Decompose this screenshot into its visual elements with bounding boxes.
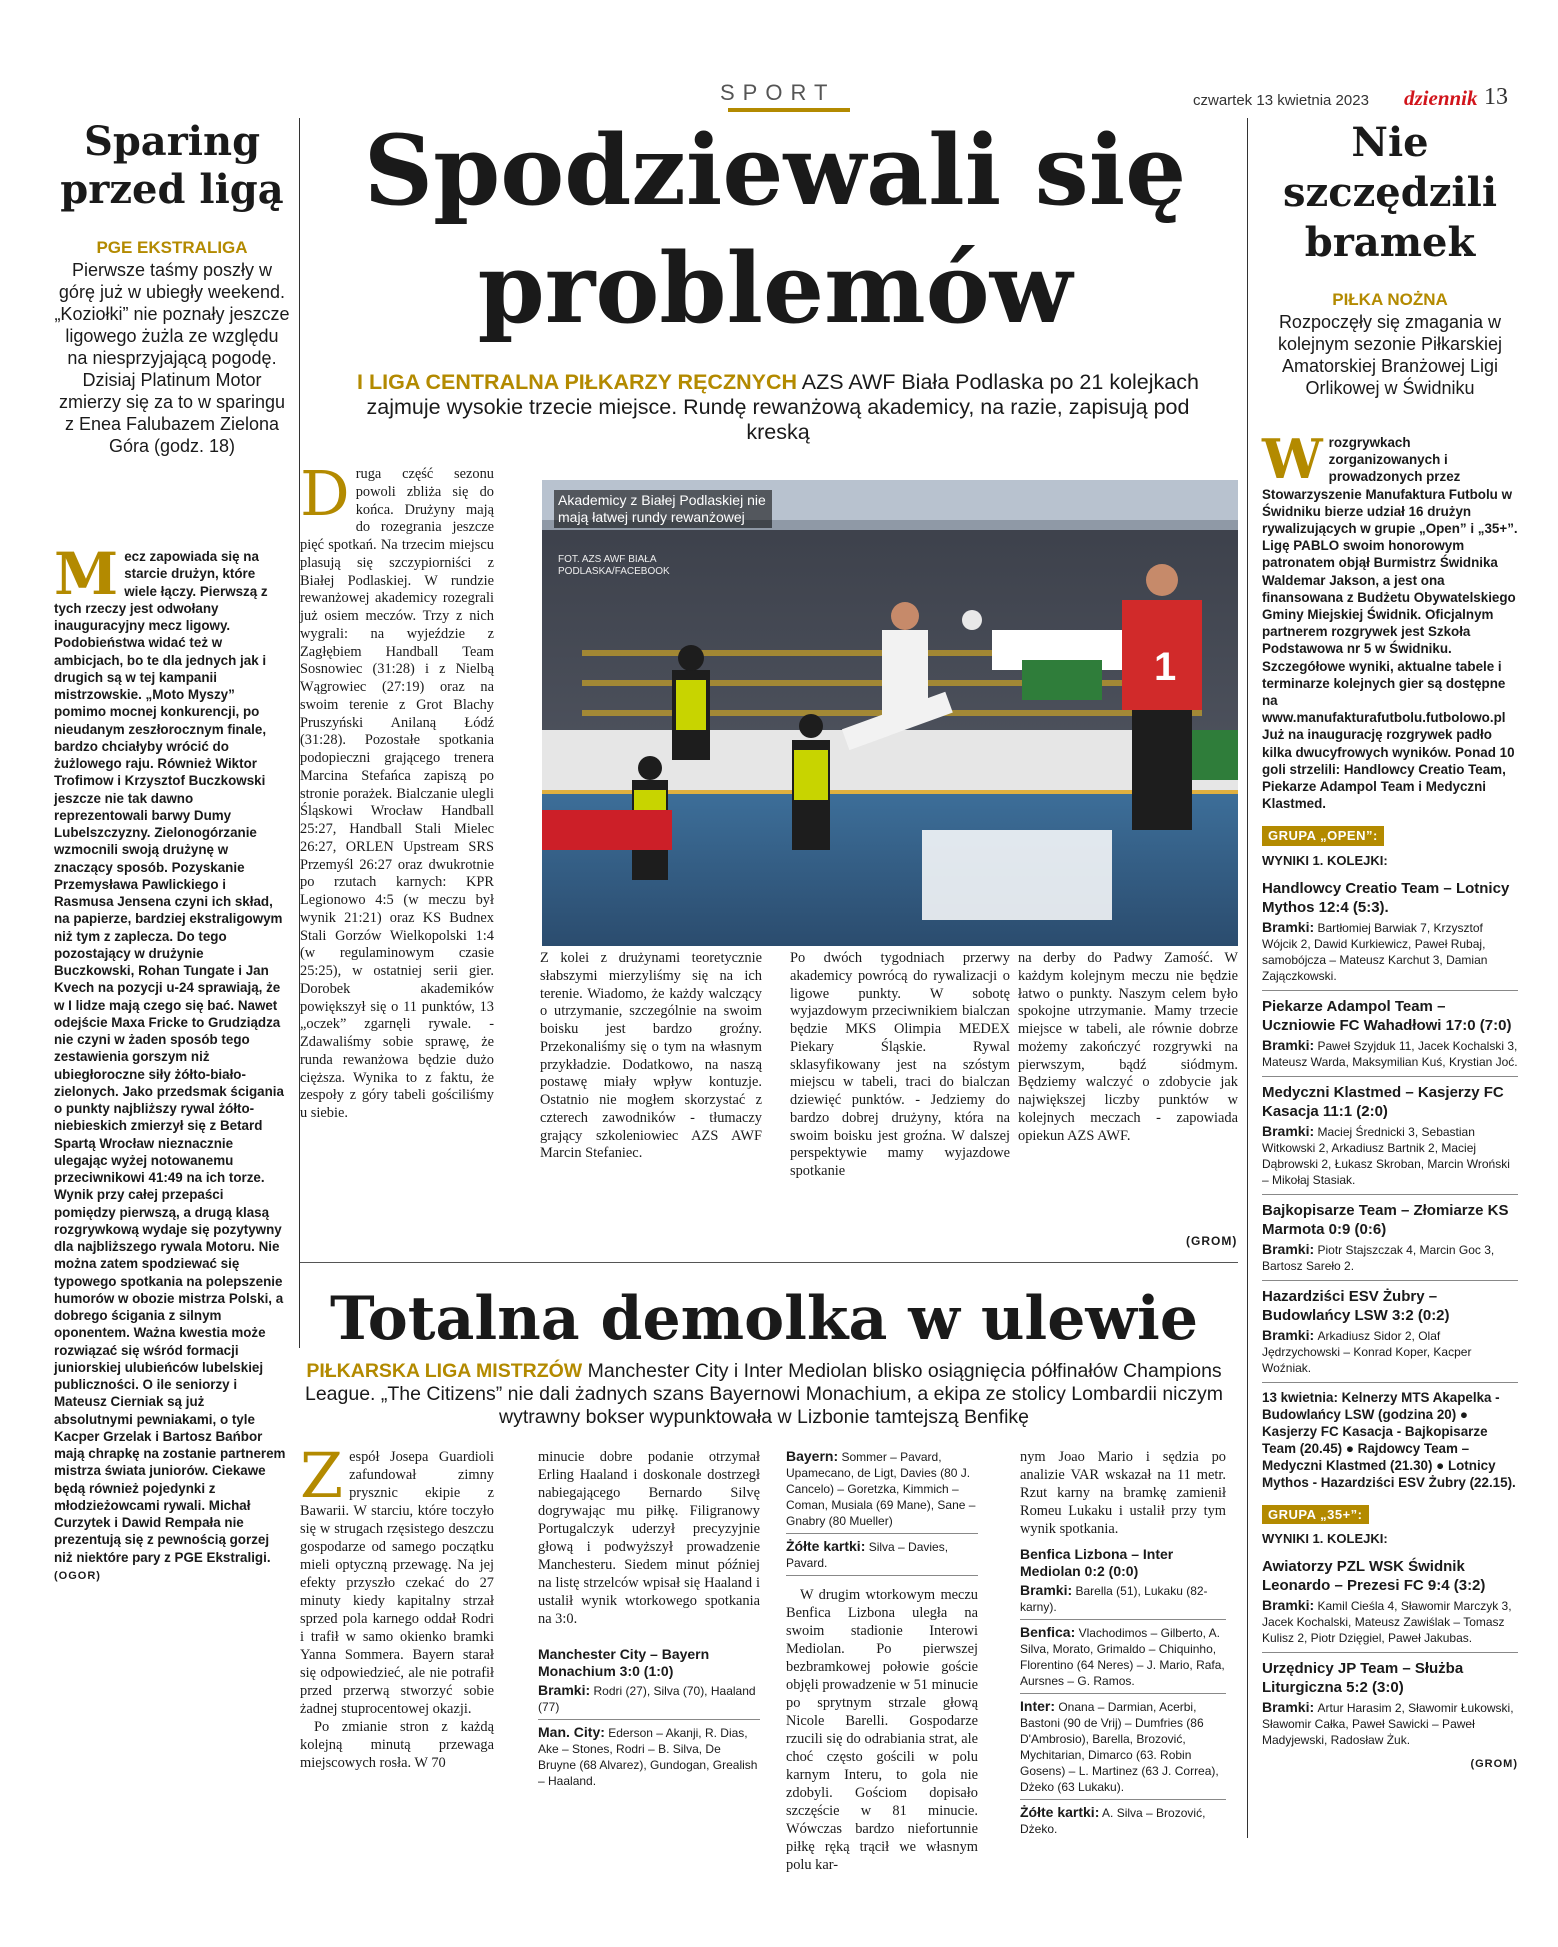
left-article-signature: (OGOR) xyxy=(54,1569,101,1582)
match-title: Awiatorzy PZL WSK Świdnik Leonardo – Prezesi FC 9:4 (3:2) xyxy=(1262,1558,1486,1595)
match-cards: Żółte kartki: Silva – Davies, Pavard. xyxy=(786,1538,978,1576)
match-lineup: Man. City: Ederson – Akanji, R. Dias, Ake – Stones, Rodri – B. Silva, De Bruyne (68 Alvarez), Gundogan, Grealish – Haaland. xyxy=(538,1724,758,1788)
match-result xyxy=(1262,1557,1518,1653)
match-result xyxy=(1262,1287,1518,1383)
bottom-article-text: minucie dobre podanie otrzymał Erling Haaland i doskonale dostrzegł nabiegającego Bernardo Silvę dogrywając mu piłkę. Filigranowy Portugalczyk uderzył precyzyjnie głową i podwyższył prowadzenie Manchesteru. Siedem minut później na listę strzelców wpisał się Haaland i ustalił wynik wtorkowego spotkania na 3:0. xyxy=(538,1449,760,1627)
match-result xyxy=(1262,1659,1518,1754)
left-article-lead xyxy=(54,259,290,457)
match-result xyxy=(1262,997,1518,1077)
bottom-article-text: espół Josepa Guardioli zafundował zimny prysznic ekipie z Bawarii. W starciu, które toczyło się w strugach rzęsistego deszczu gospodarze od samego początku mieli optyczną przewagę. Na jej efekty przyszło czekać do 27 minuty kiedy kapitalny strzał sprzed pola karnego oddał Rodri i trafił w samo okienko bramki Yanna Sommera. Bayern starał się odpowiedzieć, ale nie potrafił przed przerwą stworzyć sobie żadnej stuprocentowej okazji. xyxy=(300,1449,494,1717)
main-article-column: na derby do Padwy Zamość. W każdym kolejnym meczu nie będzie łatwo o punkty. Naszym celem było spokojne utrzymanie. Mamy trzecie miejsce w tabeli, ale równie dobrze możemy zakończyć rozgrywki na pierwszym, bądź siódmym. Będziemy walczyć o zdobycie jak największej liczby punktów w kolejnych meczach - zapowiada opiekun AZS AWF. xyxy=(1018,950,1238,1144)
group-35-badge: GRUPA „35+”: xyxy=(1262,1505,1369,1524)
match-result xyxy=(1262,1201,1518,1281)
bottom-article-text-2: Po zmianie stron z każdą kolejną minutą przewaga miejscowych rosła. W 70 xyxy=(300,1719,494,1771)
bottom-article-lead-text: Manchester City i Inter Mediolan blisko osiągnięcia półfinałów Champions League. „The Citizens” nie dali żadnych szans Bayernowi Monachium, a ekipa ze stolicy Lombardii niczym wytrawny bokser wypunktowała w Lizbonie tamtejszą Benfikę xyxy=(304,1360,1223,1428)
main-article-column: Z kolei z drużynami teoretycznie słabszymi mierzyliśmy się na ich terenie. Wiadomo, że każdy walczący o utrzymanie, szczególnie na swoim boisku jest bardzo groźny. Przekonaliśmy się o tym na własnym przykładzie. Dodatkowo, na naszą postawę miały wpływ kontuzje. Ostatnio nie mogłem skorzystać z czterech zawodników - tłumaczy grający szkoleniowiec AZS AWF Marcin Stefaniec. xyxy=(540,950,762,1162)
bottom-article-column xyxy=(786,1448,978,1874)
match-scorers: Bramki: Kamil Cieśla 4, Sławomir Marczyk 3, Jacek Kochalski, Mateusz Zawiślak – Tomasz Kulisz 2, Piotr Dzięgiel, Paweł Jakubas. xyxy=(1262,1597,1518,1653)
section-label: SPORT xyxy=(720,80,836,105)
match-scorers: Bramki: Bartłomiej Barwiak 7, Krzysztof Wójcik 2, Dawid Kurkiewicz, Paweł Rubaj, samobójcza – Mateusz Karchut 3, Damian Zajączkowski. xyxy=(1262,919,1518,991)
main-article-kicker: I LIGA CENTRALNA PIŁKARZY RĘCZNYCH xyxy=(357,370,797,394)
match-lineup: Inter: Onana – Darmian, Acerbi, Bastoni (90 de Vrij) – Dumfries (86 D'Ambrosio), Barella, Brozović, Mychitarian, Dimarco (63. Robin Gosens) – L. Martinez (63 J. Correa), Dżeko (63 Lukaku). xyxy=(1020,1698,1226,1800)
main-article-column xyxy=(300,457,494,1123)
bottom-article-column xyxy=(538,1448,760,1789)
match-scorers: Bramki: Arkadiusz Sidor 2, Olaf Jędrzychowski – Konrad Koper, Kacper Woźniak. xyxy=(1262,1327,1518,1383)
match-result xyxy=(1262,879,1518,991)
match-result xyxy=(1262,1083,1518,1195)
right-article-text-2: Już na inaugurację rozgrywek padło kilka dwucyfrowych wyników. Ponad 10 goli strzelili: Handlowcy Creatio Team, Piekarze Adampol Team i Medyczni Klastmed. xyxy=(1262,727,1515,812)
match-title: Bajkopisarze Team – Złomiarze KS Marmota 0:9 (0:6) xyxy=(1262,1201,1509,1238)
right-article-signature: (GROM) xyxy=(1470,1758,1518,1771)
newspaper-logo: dziennik xyxy=(1404,86,1478,110)
group-35-round: WYNIKI 1. KOLEJKI: xyxy=(1262,1531,1388,1547)
dropcap: Z xyxy=(300,1439,344,1512)
match-scorers: Bramki: Maciej Średnicki 3, Sebastian Witkowski 2, Arkadiusz Bartnik 2, Maciej Dąbrowski 2, Łukasz Skroban, Marcin Wroński – Mikołaj Stasiak. xyxy=(1262,1123,1518,1195)
match-scorers: Bramki: Paweł Szyjduk 11, Jacek Kochalski 3, Mateusz Warda, Maksymilian Kuś, Krystian Joć. xyxy=(1262,1037,1518,1077)
match-scorers: Bramki: Artur Harasim 2, Sławomir Łukowski, Sławomir Całka, Paweł Sawicki – Paweł Madyjewski, Radosław Żuk. xyxy=(1262,1699,1514,1748)
main-article-lead xyxy=(332,370,1224,445)
main-article-lead-text: AZS AWF Biała Podlaska po 21 kolejkach zajmuje wysokie trzecie miejsce. Rundę rewanżową akademicy, na razie, zapisują pod kreską xyxy=(366,370,1199,444)
column-divider xyxy=(1247,118,1248,1838)
svg-text:1: 1 xyxy=(1154,645,1177,689)
bottom-article-kicker: PIŁKARSKA LIGA MISTRZÓW xyxy=(306,1360,583,1382)
match-title: Benfica Lizbona – Inter Mediolan 0:2 (0:0) xyxy=(1020,1546,1174,1579)
page-number: 13 xyxy=(1484,84,1508,110)
match-title: Hazardziści ESV Żubry – Budowlańcy LSW 3:2 (0:2) xyxy=(1262,1287,1450,1324)
match-cards: Żółte kartki: A. Silva – Brozović, Dżeko. xyxy=(1020,1804,1206,1836)
right-article-text: rozgrywkach zorganizowanych i prowadzonych przez Stowarzyszenie Manufaktura Futbolu w Świdniku bierze udział 16 drużyn rywalizujących w grupie „Open” i „35+”. Ligę PABLO swoim honorowym patronatem objął Burmistrz Świdnika Waldemar Jakson, a jest ona finansowana z Budżetu Obywatelskiego Gminy Miejskiej Świdnik. Oficjalnym partnerem rozgrywek jest Szkoła Podstawowa nr 5 w Świdniku. Szczegółowe wyniki, aktualne tabele i terminarze kolejnych gier są dostępne na www.manufakturafutbolu.futbolowo.pl xyxy=(1262,435,1518,726)
handball-photo xyxy=(542,480,1238,946)
match-goals: Bramki: Barella (51), Lukaku (82-karny). xyxy=(1020,1582,1226,1620)
match-title: Urzędnicy JP Team – Służba Liturgiczna 5:2 (3:0) xyxy=(1262,1660,1464,1697)
right-article-intro xyxy=(1262,427,1518,812)
bottom-article-title: Totalna demolka w ulewie xyxy=(329,1284,1199,1354)
right-article-body xyxy=(1262,427,1518,1773)
bottom-article-column xyxy=(300,1439,494,1772)
ball xyxy=(962,610,982,630)
dropcap: M xyxy=(54,540,119,608)
dropcap: W xyxy=(1262,427,1323,491)
article-divider xyxy=(300,1262,1238,1263)
match-scorers: Bramki: Piotr Stajszczak 4, Marcin Goc 3, Bartosz Sareło 2. xyxy=(1262,1241,1518,1281)
match-goals: Bramki: Rodri (27), Silva (70), Haaland (77) xyxy=(538,1682,760,1720)
match-title: Piekarze Adampol Team – Uczniowie FC Wahadłowi 17:0 (7:0) xyxy=(1262,997,1512,1034)
left-article-kicker: PGE EKSTRALIGA xyxy=(96,238,248,257)
group-open-badge: GRUPA „OPEN”: xyxy=(1262,826,1384,845)
dropcap: D xyxy=(300,457,350,530)
left-article-body xyxy=(54,540,286,1585)
main-article-signature: (GROM) xyxy=(1186,1234,1238,1248)
match-title: Handlowcy Creatio Team – Lotnicy Mythos 12:4 (5:3). xyxy=(1262,879,1510,916)
right-article-lead: Rozpoczęły się zmagania w kolejnym sezonie Piłkarskiej Amatorskiej Branżowej Ligi Orlikowej w Świdniku xyxy=(1277,312,1503,398)
right-article-title: Nie szczędzili bramek xyxy=(1282,119,1498,266)
right-article-kicker: PIŁKA NOŻNA xyxy=(1332,290,1448,309)
match-title: Medyczni Klastmed – Kasjerzy FC Kasacja 11:1 (2:0) xyxy=(1262,1083,1504,1120)
bottom-article-text: nym Joao Mario i sędzia po analizie VAR wskazał na 11 metr. Rzut karny na bramkę zamienił Romeu Lukaku i ustalił przy tym wynik spotkania. xyxy=(1020,1449,1226,1537)
schedule: 13 kwietnia: Kelnerzy MTS Akapelka - Budowlańcy LSW (godzina 20) ● Kasjerzy FC Kasacja - Bajkopisarze Team (20.45) ● Rajdowcy Team – Medyczni Klastmed (21.30) ● Lotnicy Mythos - Hazardziści ESV Żubry (22.15). xyxy=(1262,1389,1516,1490)
main-article-column: Po dwóch tygodniach przerwy akademicy powrócą do rywalizacji o ligowe punkty. W sobotę wyjazdowym przeciwnikiem bialczan będzie MKS Olimpia MEDEX Piekary Śląskie. Rywal sklasyfikowany jest na szóstym miejscu w tabeli, traci do bialczan dziewięć punktów. - Jedziemy do bardzo dobrej drużyny, która na swoim boisku jest groźna. W dalszej perspektywie mamy wyjazdowe spotkanie xyxy=(790,950,1010,1179)
bottom-article-lead xyxy=(300,1360,1228,1429)
match-title: Manchester City – Bayern Monachium 3:0 (1:0) xyxy=(538,1646,710,1679)
group-open-round: WYNIKI 1. KOLEJKI: xyxy=(1262,852,1388,868)
main-article-text: ruga część sezonu powoli zbliża się do końca. Drużyny mają do rozegrania jeszcze pięć spotkań. Na trzecim miejscu plasują się szczypiorniści z Białej Podlaskiej. W rundzie rewanżowej akademicy rozegrali już osiem meczów. Trzy z nich wygrali: na wyjeździe z Zagłębiem Handball Team Sosnowiec (31:28) i z Nielbą Wągrowiec (27:19) oraz na swoim terenie z Grot Blachy Pruszyński Anilaną Łódź (31:28). Pozostałe spotkania podopieczni grającego trenera Marcina Stefańca zapiszą po stronie porażek. Bialczanie ulegli Śląskowi Wrocław Handball 25:27, Handball Stali Mielec 26:27, ORLEN Upstream SRS Przemyśl 26:27 oraz dwukrotnie po rzutach karnych: KPR Legionowo 4:5 (w meczu był wynik 21:21) oraz KS Budnex Stali Gorzów Wielkopolski 1:4 (w regulaminowym czasie 25:25), w ostatniej serii gier. Dorobek akademików powiększył się o 11 punktów, 13 „oczek” zgarnęli rywale. - Zdawaliśmy sobie sprawę, że runda rewanżowa będzie dużo cięższa. Wynika to z faktu, że zespoły z góry tabeli gościliśmy u siebie. xyxy=(300,466,494,1121)
bottom-article-column xyxy=(1020,1448,1226,1837)
main-article-title: Spodziewali się problemów xyxy=(363,114,1187,345)
photo-caption: Akademicy z Białej Podlaskiej nie mają łatwej rundy rewanżowej xyxy=(554,490,772,528)
match-lineup: Bayern: Sommer – Pavard, Upamecano, de Ligt, Davies (80 J. Cancelo) – Goretzka, Kimmich – Coman, Musiala (69 Mane), Sane – Gnabry (80 Mueller) xyxy=(786,1448,978,1534)
bottom-article-text: W drugim wtorkowym meczu Benfica Lizbona uległa na swoim stadionie Interowi Mediolan. Po pierwszej bezbramkowej połowie goście objęli prowadzenie w 51 minucie po sprytnym strzale głową Nicole Barelli. Gospodarze rzucili się do odrabiania strat, ale choć często gościli w polu karnym Interu, to gola nie zdobyli. Gościom dopisało szczęście w 81 minucie. Wówczas bardzo niefortunnie piłkę ręką trącił we własnym polu kar- xyxy=(786,1587,978,1873)
left-article-lead-text: Pierwsze taśmy poszły w górę już w ubiegły weekend. „Koziołki” nie poznały jeszcze ligowego żużla ze względu na niesprzyjającą pogodę. Dzisiaj Platinum Motor zmierzy się za to w sparingu z Enea Falubazem Zielona Góra (godz. 18) xyxy=(54,260,290,456)
match-lineup: Benfica: Vlachodimos – Gilberto, A. Silva, Morato, Grimaldo – Chiquinho, Florentino (64 Neres) – J. Mario, Rafa, Aursnes – G. Ramos. xyxy=(1020,1624,1226,1694)
issue-date: czwartek 13 kwietnia 2023 xyxy=(1193,92,1369,109)
photo-credit: FOT. AZS AWF BIAŁA PODLASKA/FACEBOOK xyxy=(558,554,670,577)
left-article-text: ecz zapowiada się na starcie drużyn, które wiele łączy. Pierwszą z tych rzeczy jest odwołany inauguracyjny mecz ligowy. Podobieństwa widać też w ambicjach, bo te dla jednych jak i drugich są w tej kampanii mistrzowskie. „Moto Myszy” pomimo mocnej konkurencji, po nieudanym zeszłorocznym finale, bardzo chciałyby wrócić do żużlowego raju. Również Wiktor Trofimow i Krzysztof Buczkowski jeszcze nie tak dawno reprezentowali barwy Dumy Lubelszczyzny. Zielonogórzanie wzmocnili swoją drużynę w znaczący sposób. Pozyskanie Przemysława Pawlickiego i Rasmusa Jensena czyni ich skład, na papierze, bardziej ekstraligowym niż tym z zaplecza. Do tego pozostający w drużynie Buczkowski, Rohan Tungate i Jan Kvech na pozycji u-24 sprawiają, że w I lidze mają czego się bać. Nawet odejście Maxa Fricke to Grudziądza nie czyni w żaden sposób tego zestawienia gorszym niż ubiegłoroczne siły żółto-biało-zielonych. Jako przedsmak ścigania o punkty najbliższy rywal żółto-niebieskich zmierzył się z Betard Spartą Wrocław nieznacznie ulegając wyżej notowanemu przeciwnikowi 41:49 na ich torze. Wynik przy całej przepaści pomiędzy pierwszą, a drugą klasą rozgrywkową wydaje się pozytywny dla najbliższego rywala Motoru. Nie można zatem spodziewać się typowego spotkania na polepszenie humorów w obozie mistrza Polski, a dobrego ścigania z silnym oponentem. Ważna kwestia może rozwiązać się wśród formacji juniorskiej ulubieńców lubelskiej publiczności. O ile seniorzy i Mateusz Cierniak są już absolutnymi pewniakami, o tyle Kacper Grzelak i Bartosz Bańbor mają chrapkę na zostanie partnerem mistrza świata juniorów. Ciekawe będą również pojedynki z młodzieżowcami rywali. Michał Curzytek i Dawid Rempała nie prezentują się z pewnością gorzej niż niektóre pary z PGE Ekstraligi. xyxy=(54,549,286,1565)
handball-photo-image xyxy=(542,480,1238,946)
left-article-title: Sparing przed ligą xyxy=(60,118,284,213)
